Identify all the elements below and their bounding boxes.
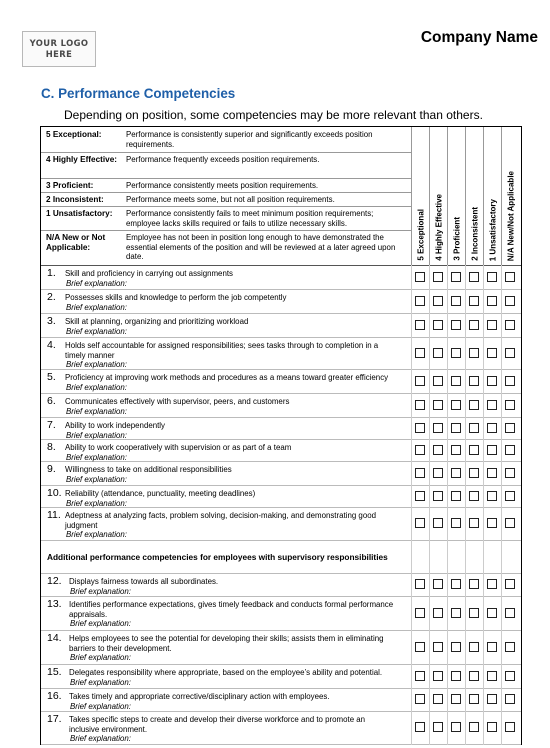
rating-checkbox-na[interactable] <box>505 671 515 681</box>
competency-row <box>41 574 521 597</box>
brief-explanation-label: Brief explanation: <box>66 382 127 392</box>
competency-text <box>65 269 391 288</box>
rating-checkbox-3[interactable] <box>451 608 461 618</box>
rating-checkbox-3[interactable] <box>451 722 461 732</box>
rating-checkbox-1[interactable] <box>487 376 497 386</box>
rating-checkbox-4[interactable] <box>433 445 443 455</box>
brief-explanation-label: Brief explanation: <box>66 326 127 336</box>
rating-checkbox-4[interactable] <box>433 400 443 410</box>
rating-checkbox-5[interactable] <box>415 722 425 732</box>
rating-checkbox-4[interactable] <box>433 722 443 732</box>
competency-row <box>41 266 521 290</box>
competency-description: Ability to work independently <box>65 421 166 430</box>
competency-number: 8. <box>47 441 56 453</box>
rating-checkbox-3[interactable] <box>451 423 461 433</box>
competency-text <box>65 341 391 370</box>
rating-checkbox-na[interactable] <box>505 400 515 410</box>
rating-checkbox-na[interactable] <box>505 272 515 282</box>
rating-checkbox-3[interactable] <box>451 694 461 704</box>
rating-checkbox-4[interactable] <box>433 491 443 501</box>
rating-column-header <box>483 127 502 265</box>
competency-text <box>65 443 391 462</box>
rating-column-header <box>429 127 448 265</box>
legend-label: N/A New or Not Applicable: <box>46 233 106 252</box>
rating-checkbox-3[interactable] <box>451 468 461 478</box>
rating-checkbox-4[interactable] <box>433 671 443 681</box>
column-divider <box>483 265 484 745</box>
rating-checkbox-4[interactable] <box>433 320 443 330</box>
rating-checkbox-4[interactable] <box>433 376 443 386</box>
column-divider <box>429 265 430 745</box>
rating-checkbox-4[interactable] <box>433 296 443 306</box>
competency-number: 11. <box>47 509 61 521</box>
legend-row <box>41 206 411 231</box>
competency-text <box>69 715 395 744</box>
legend-label: 5 Exceptional: <box>46 130 102 139</box>
competency-number: 16. <box>47 690 62 702</box>
rating-checkbox-3[interactable] <box>451 272 461 282</box>
brief-explanation-label: Brief explanation: <box>66 452 127 462</box>
rating-column-label: 4 Highly Effective <box>434 194 444 261</box>
rating-checkbox-3[interactable] <box>451 445 461 455</box>
rating-checkbox-na[interactable] <box>505 423 515 433</box>
company-name: Company Name <box>420 29 538 46</box>
rating-checkbox-5[interactable] <box>415 320 425 330</box>
competency-row <box>41 440 521 462</box>
rating-checkbox-3[interactable] <box>451 491 461 501</box>
competency-text <box>69 692 395 711</box>
rating-checkbox-1[interactable] <box>487 608 497 618</box>
legend-row <box>41 230 411 265</box>
rating-checkbox-5[interactable] <box>415 445 425 455</box>
rating-checkbox-1[interactable] <box>487 518 497 528</box>
rating-column-header <box>411 127 430 265</box>
competency-row <box>41 597 521 631</box>
brief-explanation-label: Brief explanation: <box>70 701 131 711</box>
legend-row <box>41 127 411 153</box>
rating-checkbox-2[interactable] <box>469 694 479 704</box>
rating-checkbox-5[interactable] <box>415 608 425 618</box>
competency-row <box>41 394 521 418</box>
rating-checkbox-2[interactable] <box>469 722 479 732</box>
supervisory-section-title: Additional performance competencies for employees with supervisory responsibilities <box>47 552 388 562</box>
rating-checkbox-5[interactable] <box>415 642 425 652</box>
rating-checkbox-5[interactable] <box>415 518 425 528</box>
rating-column-label: N/A New/Not Applicable <box>506 170 516 261</box>
rating-checkbox-5[interactable] <box>415 376 425 386</box>
rating-checkbox-2[interactable] <box>469 608 479 618</box>
rating-checkbox-4[interactable] <box>433 642 443 652</box>
legend-row <box>41 192 411 207</box>
rating-checkbox-1[interactable] <box>487 423 497 433</box>
rating-checkbox-3[interactable] <box>451 518 461 528</box>
competency-description: Ability to work cooperatively with supervision or as part of a team <box>65 443 292 452</box>
column-divider <box>501 265 502 745</box>
competency-text <box>65 397 391 416</box>
rating-checkbox-2[interactable] <box>469 642 479 652</box>
competency-number: 4. <box>47 339 56 351</box>
rating-checkbox-4[interactable] <box>433 423 443 433</box>
column-divider <box>447 265 448 745</box>
competency-number: 7. <box>47 419 56 431</box>
rating-checkbox-2[interactable] <box>469 348 479 358</box>
competency-row <box>41 462 521 486</box>
rating-column-label: 1 Unsatisfactory <box>488 198 498 261</box>
competency-row <box>41 338 521 370</box>
competency-description: Communicates effectively with supervisor, peers, and customers <box>65 397 290 406</box>
competency-table <box>40 126 522 745</box>
competency-description: Possesses skills and knowledge to perform the job competently <box>65 293 287 302</box>
rating-checkbox-na[interactable] <box>505 296 515 306</box>
rating-checkbox-3[interactable] <box>451 671 461 681</box>
rating-checkbox-3[interactable] <box>451 296 461 306</box>
rating-column-header <box>447 127 466 265</box>
brief-explanation-label: Brief explanation: <box>70 619 131 629</box>
competency-description: Takes specific steps to create and develop their diverse workforce and to promote an inclusive environment. <box>69 715 366 734</box>
rating-checkbox-1[interactable] <box>487 272 497 282</box>
rating-checkbox-2[interactable] <box>469 518 479 528</box>
column-divider <box>411 265 412 745</box>
rating-checkbox-5[interactable] <box>415 348 425 358</box>
rating-checkbox-5[interactable] <box>415 400 425 410</box>
rating-checkbox-1[interactable] <box>487 694 497 704</box>
rating-checkbox-5[interactable] <box>415 671 425 681</box>
rating-checkbox-2[interactable] <box>469 445 479 455</box>
rating-legend-header <box>41 127 521 266</box>
rating-checkbox-2[interactable] <box>469 296 479 306</box>
rating-checkbox-4[interactable] <box>433 694 443 704</box>
competency-description: Helps employees to see the potential for developing their skills; assists them in eliminating barriers to their development. <box>69 634 384 653</box>
legend-description: Performance frequently exceeds position requirements. <box>126 155 320 164</box>
competency-row <box>41 665 521 689</box>
competency-row <box>41 712 521 745</box>
brief-explanation-label: Brief explanation: <box>66 498 127 508</box>
competency-description: Proficiency at improving work methods and procedures as a means toward greater efficiency <box>65 373 389 382</box>
logo-line-1: YOUR LOGO <box>29 38 89 48</box>
rating-checkbox-na[interactable] <box>505 722 515 732</box>
competency-number: 9. <box>47 463 56 475</box>
rating-checkbox-na[interactable] <box>505 579 515 589</box>
legend-description: Performance is consistently superior and significantly exceeds position requirements. <box>126 130 373 149</box>
rating-checkbox-2[interactable] <box>469 320 479 330</box>
rating-checkbox-na[interactable] <box>505 491 515 501</box>
rating-column-label: 2 Inconsistent <box>470 207 480 261</box>
rating-checkbox-2[interactable] <box>469 423 479 433</box>
competency-text <box>65 511 391 540</box>
rating-checkbox-3[interactable] <box>451 579 461 589</box>
competency-row <box>41 508 521 541</box>
rating-checkbox-na[interactable] <box>505 445 515 455</box>
competency-text <box>65 317 391 336</box>
brief-explanation-label: Brief explanation: <box>66 360 127 370</box>
rating-checkbox-4[interactable] <box>433 579 443 589</box>
competency-description: Delegates responsibility where appropriate, based on the employee’s ability and potential. <box>69 668 383 677</box>
rating-checkbox-5[interactable] <box>415 491 425 501</box>
section-title: C. Performance Competencies <box>41 86 236 101</box>
brief-explanation-label: Brief explanation: <box>70 677 131 687</box>
competency-text <box>65 373 391 392</box>
competency-text <box>69 577 395 596</box>
rating-checkbox-3[interactable] <box>451 400 461 410</box>
rating-checkbox-1[interactable] <box>487 671 497 681</box>
brief-explanation-label: Brief explanation: <box>66 474 127 484</box>
competency-row <box>41 314 521 338</box>
rating-checkbox-4[interactable] <box>433 518 443 528</box>
competency-number: 6. <box>47 395 56 407</box>
rating-checkbox-na[interactable] <box>505 320 515 330</box>
rating-checkbox-4[interactable] <box>433 468 443 478</box>
competency-description: Takes timely and appropriate corrective/disciplinary action with employees. <box>69 692 330 701</box>
competency-number: 13. <box>47 598 62 610</box>
rating-checkbox-1[interactable] <box>487 320 497 330</box>
rating-checkbox-2[interactable] <box>469 491 479 501</box>
competency-row <box>41 418 521 440</box>
column-divider <box>465 265 466 745</box>
rating-checkbox-4[interactable] <box>433 348 443 358</box>
rating-checkbox-na[interactable] <box>505 348 515 358</box>
competency-description: Willingness to take on additional responsibilities <box>65 465 232 474</box>
rating-checkbox-na[interactable] <box>505 642 515 652</box>
competency-description: Skill at planning, organizing and prioritizing workload <box>65 317 249 326</box>
competency-row <box>41 689 521 712</box>
competency-description: Displays fairness towards all subordinates. <box>69 577 219 586</box>
rating-checkbox-4[interactable] <box>433 272 443 282</box>
competency-number: 10. <box>47 487 62 499</box>
legend-label: 4 Highly Effective: <box>46 155 117 164</box>
competency-text <box>65 421 391 440</box>
competency-number: 1. <box>47 267 56 279</box>
competency-description: Identifies performance expectations, gives timely feedback and conducts formal performance appraisals. <box>69 600 394 619</box>
rating-checkbox-1[interactable] <box>487 468 497 478</box>
rating-checkbox-1[interactable] <box>487 491 497 501</box>
rating-checkbox-4[interactable] <box>433 608 443 618</box>
competency-number: 2. <box>47 291 56 303</box>
competency-number: 5. <box>47 371 56 383</box>
rating-column-label: 3 Proficient <box>452 217 462 261</box>
rating-checkbox-2[interactable] <box>469 671 479 681</box>
rating-checkbox-5[interactable] <box>415 272 425 282</box>
competency-description: Adeptness at analyzing facts, problem solving, decision-making, and demonstrating good judgment <box>65 511 376 530</box>
competency-text <box>65 489 391 508</box>
rating-checkbox-2[interactable] <box>469 400 479 410</box>
legend-description: Performance consistently fails to meet minimum position requirements; employee lacks skills required or fails to utilize necessary skills. <box>126 209 374 228</box>
brief-explanation-label: Brief explanation: <box>70 734 131 744</box>
legend-description: Employee has not been in position long enough to have demonstrated the essential elements of the position and will be reviewed at a later agreed upon date. <box>126 233 396 262</box>
legend-row <box>41 152 411 179</box>
rating-checkbox-na[interactable] <box>505 608 515 618</box>
brief-explanation-label: Brief explanation: <box>66 430 127 440</box>
brief-explanation-label: Brief explanation: <box>66 278 127 288</box>
rating-checkbox-1[interactable] <box>487 642 497 652</box>
rating-checkbox-1[interactable] <box>487 722 497 732</box>
brief-explanation-label: Brief explanation: <box>70 653 131 663</box>
rating-checkbox-5[interactable] <box>415 423 425 433</box>
competency-text <box>69 668 395 687</box>
competency-number: 15. <box>47 666 62 678</box>
competency-number: 12. <box>47 575 62 587</box>
rating-checkbox-1[interactable] <box>487 296 497 306</box>
competency-row <box>41 370 521 394</box>
rating-checkbox-1[interactable] <box>487 579 497 589</box>
competency-number: 14. <box>47 632 62 644</box>
competency-description: Holds self accountable for assigned responsibilities; sees tasks through to completion in a timely manner <box>65 341 379 360</box>
legend-row <box>41 178 411 193</box>
brief-explanation-label: Brief explanation: <box>66 302 127 312</box>
competency-row <box>41 486 521 508</box>
rating-column-label: 5 Exceptional <box>416 209 426 261</box>
rating-checkbox-1[interactable] <box>487 348 497 358</box>
legend-label: 1 Unsatisfactory: <box>46 209 113 218</box>
rating-checkbox-na[interactable] <box>505 376 515 386</box>
rating-checkbox-2[interactable] <box>469 579 479 589</box>
rating-checkbox-5[interactable] <box>415 694 425 704</box>
brief-explanation-label: Brief explanation: <box>70 586 131 596</box>
rating-checkbox-3[interactable] <box>451 348 461 358</box>
competency-text <box>65 293 391 312</box>
rating-checkbox-3[interactable] <box>451 376 461 386</box>
logo-placeholder <box>22 31 96 67</box>
rating-checkbox-2[interactable] <box>469 376 479 386</box>
brief-explanation-label: Brief explanation: <box>66 530 127 540</box>
section-subtitle: Depending on position, some competencies may be more relevant than others. <box>64 108 483 122</box>
rating-checkbox-2[interactable] <box>469 468 479 478</box>
rating-checkbox-3[interactable] <box>451 320 461 330</box>
legend-label: 2 Inconsistent: <box>46 195 104 204</box>
logo-line-2: HERE <box>45 49 73 59</box>
competency-description: Skill and proficiency in carrying out assignments <box>65 269 233 278</box>
competency-row <box>41 290 521 314</box>
competency-description: Reliability (attendance, punctuality, meeting deadlines) <box>65 489 256 498</box>
competency-number: 3. <box>47 315 56 327</box>
rating-checkbox-5[interactable] <box>415 579 425 589</box>
rating-checkbox-na[interactable] <box>505 694 515 704</box>
rating-checkbox-3[interactable] <box>451 642 461 652</box>
rating-column-header <box>501 127 520 265</box>
rating-checkbox-na[interactable] <box>505 468 515 478</box>
brief-explanation-label: Brief explanation: <box>66 406 127 416</box>
rating-checkbox-5[interactable] <box>415 296 425 306</box>
rating-column-header <box>465 127 484 265</box>
competency-text <box>69 634 395 663</box>
rating-checkbox-5[interactable] <box>415 468 425 478</box>
legend-label: 3 Proficient: <box>46 181 94 190</box>
legend-description: Performance consistently meets position requirements. <box>126 181 319 190</box>
rating-checkbox-1[interactable] <box>487 445 497 455</box>
rating-checkbox-1[interactable] <box>487 400 497 410</box>
competency-text <box>65 465 391 484</box>
competency-text <box>69 600 395 629</box>
rating-checkbox-na[interactable] <box>505 518 515 528</box>
competency-number: 17. <box>47 713 62 725</box>
legend-description: Performance meets some, but not all position requirements. <box>126 195 335 204</box>
rating-checkbox-2[interactable] <box>469 272 479 282</box>
competency-row <box>41 631 521 665</box>
supervisory-section-header <box>41 541 521 574</box>
